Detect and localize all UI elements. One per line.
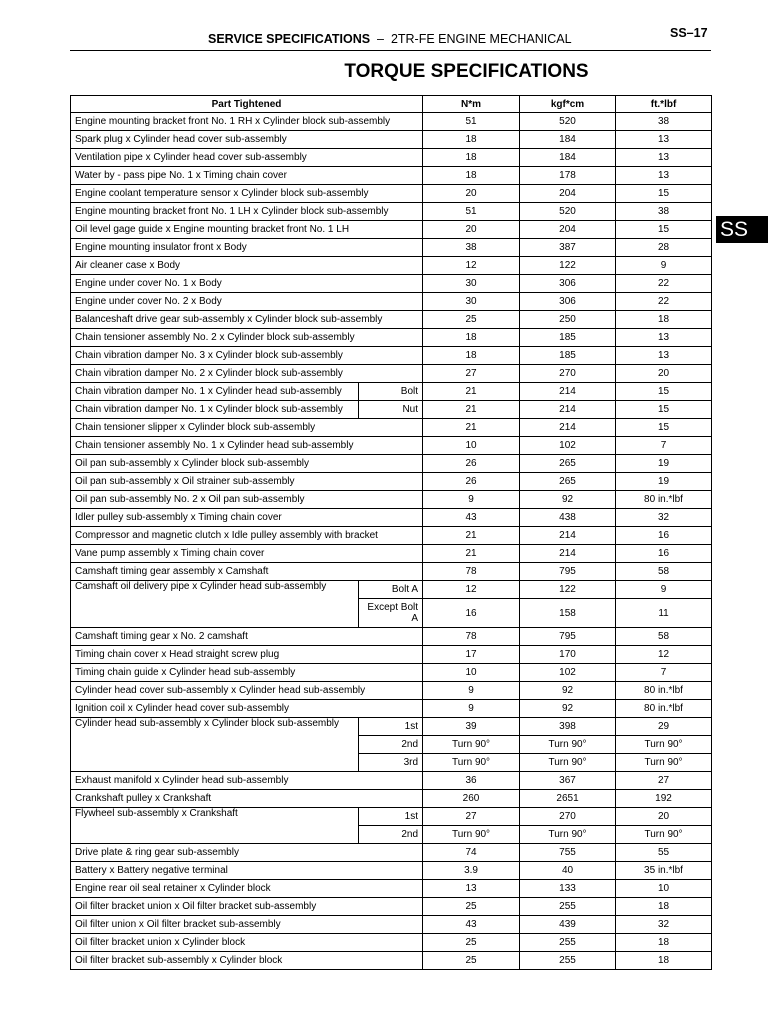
kgfcm-cell: 255 — [520, 952, 616, 970]
table-header-row — [71, 96, 712, 113]
part-cell: Ventilation pipe x Cylinder head cover sub-assembly — [71, 149, 423, 167]
nm-cell: 16 — [423, 599, 520, 628]
table-row — [71, 563, 712, 581]
nm-cell: 21 — [423, 545, 520, 563]
table-row — [71, 113, 712, 131]
nm-cell: 43 — [423, 509, 520, 527]
note-cell: 1st — [359, 718, 423, 736]
table-row — [71, 239, 712, 257]
part-cell: Engine mounting bracket front No. 1 LH x Cylinder block sub-assembly — [71, 203, 423, 221]
ftlbf-cell: 9 — [616, 581, 712, 599]
nm-cell: 21 — [423, 383, 520, 401]
nm-cell: 9 — [423, 700, 520, 718]
nm-cell: 51 — [423, 113, 520, 131]
kgfcm-cell: 265 — [520, 473, 616, 491]
part-cell: Water by - pass pipe No. 1 x Timing chain cover — [71, 167, 423, 185]
kgfcm-cell: 170 — [520, 646, 616, 664]
table-row — [71, 203, 712, 221]
ftlbf-cell: 12 — [616, 646, 712, 664]
kgfcm-cell: 204 — [520, 185, 616, 203]
table-row — [71, 682, 712, 700]
ftlbf-cell: 16 — [616, 545, 712, 563]
part-cell: Oil filter union x Oil filter bracket sub-assembly — [71, 916, 423, 934]
nm-cell: 36 — [423, 772, 520, 790]
kgfcm-cell: 122 — [520, 581, 616, 599]
nm-cell: 12 — [423, 257, 520, 275]
part-cell: Camshaft oil delivery pipe x Cylinder head sub-assembly — [71, 581, 359, 628]
table-row — [71, 862, 712, 880]
nm-cell: 30 — [423, 275, 520, 293]
part-cell: Chain vibration damper No. 1 x Cylinder block sub-assembly — [71, 401, 359, 419]
note-cell: Bolt — [359, 383, 423, 401]
part-cell: Engine mounting bracket front No. 1 RH x Cylinder block sub-assembly — [71, 113, 423, 131]
ftlbf-cell: Turn 90° — [616, 736, 712, 754]
ftlbf-cell: 80 in.*lbf — [616, 491, 712, 509]
ftlbf-cell: 38 — [616, 113, 712, 131]
part-cell: Oil pan sub-assembly x Oil strainer sub-assembly — [71, 473, 423, 491]
kgfcm-cell: 255 — [520, 898, 616, 916]
nm-cell: 18 — [423, 167, 520, 185]
nm-cell: 18 — [423, 131, 520, 149]
part-cell: Chain vibration damper No. 1 x Cylinder head sub-assembly — [71, 383, 359, 401]
ftlbf-cell: 192 — [616, 790, 712, 808]
table-row — [71, 718, 712, 736]
part-cell: Flywheel sub-assembly x Crankshaft — [71, 808, 359, 844]
ftlbf-cell: 10 — [616, 880, 712, 898]
nm-cell: 38 — [423, 239, 520, 257]
note-cell: Bolt A — [359, 581, 423, 599]
note-cell: 2nd — [359, 826, 423, 844]
part-cell: Oil level gage guide x Engine mounting bracket front No. 1 LH — [71, 221, 423, 239]
nm-cell: 26 — [423, 455, 520, 473]
ftlbf-cell: 16 — [616, 527, 712, 545]
kgfcm-cell: 306 — [520, 275, 616, 293]
part-cell: Oil filter bracket union x Cylinder block — [71, 934, 423, 952]
part-cell: Crankshaft pulley x Crankshaft — [71, 790, 423, 808]
part-cell: Camshaft timing gear assembly x Camshaft — [71, 563, 423, 581]
ftlbf-cell: 58 — [616, 563, 712, 581]
ftlbf-cell: 9 — [616, 257, 712, 275]
kgfcm-cell: 439 — [520, 916, 616, 934]
kgfcm-cell: 185 — [520, 329, 616, 347]
part-cell: Drive plate & ring gear sub-assembly — [71, 844, 423, 862]
kgfcm-cell: 178 — [520, 167, 616, 185]
kgfcm-cell: 214 — [520, 401, 616, 419]
kgfcm-cell: 102 — [520, 664, 616, 682]
table-row — [71, 790, 712, 808]
kgfcm-cell: 158 — [520, 599, 616, 628]
part-cell: Camshaft timing gear x No. 2 camshaft — [71, 628, 423, 646]
ftlbf-cell: 15 — [616, 221, 712, 239]
nm-cell: 260 — [423, 790, 520, 808]
part-cell: Compressor and magnetic clutch x Idle pulley assembly with bracket — [71, 527, 423, 545]
nm-cell: 9 — [423, 491, 520, 509]
ftlbf-cell: 19 — [616, 455, 712, 473]
table-row — [71, 491, 712, 509]
column-header-kgfcm: kgf*cm — [520, 96, 616, 113]
table-row — [71, 455, 712, 473]
kgfcm-cell: 204 — [520, 221, 616, 239]
ftlbf-cell: 15 — [616, 401, 712, 419]
page-title: TORQUE SPECIFICATIONS — [344, 61, 589, 82]
part-cell: Chain tensioner assembly No. 2 x Cylinder block sub-assembly — [71, 329, 423, 347]
torque-table — [70, 95, 712, 970]
part-cell: Chain tensioner slipper x Cylinder block sub-assembly — [71, 419, 423, 437]
ftlbf-cell: Turn 90° — [616, 754, 712, 772]
ftlbf-cell: 80 in.*lbf — [616, 682, 712, 700]
table-row — [71, 628, 712, 646]
ftlbf-cell: 18 — [616, 934, 712, 952]
table-row — [71, 772, 712, 790]
kgfcm-cell: Turn 90° — [520, 736, 616, 754]
column-header-part: Part Tightened — [71, 96, 423, 113]
nm-cell: 18 — [423, 347, 520, 365]
ftlbf-cell: 27 — [616, 772, 712, 790]
kgfcm-cell: 184 — [520, 131, 616, 149]
table-row — [71, 934, 712, 952]
table-row — [71, 275, 712, 293]
section-title: SERVICE SPECIFICATIONS — [208, 32, 371, 46]
nm-cell: 21 — [423, 527, 520, 545]
kgfcm-cell: 214 — [520, 545, 616, 563]
nm-cell: 12 — [423, 581, 520, 599]
nm-cell: 20 — [423, 185, 520, 203]
ftlbf-cell: 18 — [616, 311, 712, 329]
table-row — [71, 131, 712, 149]
kgfcm-cell: Turn 90° — [520, 754, 616, 772]
nm-cell: 43 — [423, 916, 520, 934]
ftlbf-cell: 13 — [616, 149, 712, 167]
ftlbf-cell: 20 — [616, 365, 712, 383]
table-row — [71, 149, 712, 167]
table-row — [71, 383, 712, 401]
nm-cell: 51 — [423, 203, 520, 221]
note-cell: 3rd — [359, 754, 423, 772]
part-cell: Oil pan sub-assembly No. 2 x Oil pan sub-assembly — [71, 491, 423, 509]
nm-cell: 21 — [423, 401, 520, 419]
ftlbf-cell: 38 — [616, 203, 712, 221]
part-cell: Engine rear oil seal retainer x Cylinder block — [71, 880, 423, 898]
kgfcm-cell: 520 — [520, 113, 616, 131]
kgfcm-cell: 795 — [520, 628, 616, 646]
ftlbf-cell: 18 — [616, 952, 712, 970]
nm-cell: 27 — [423, 808, 520, 826]
nm-cell: 25 — [423, 952, 520, 970]
kgfcm-cell: 270 — [520, 365, 616, 383]
table-row — [71, 527, 712, 545]
kgfcm-cell: 185 — [520, 347, 616, 365]
ftlbf-cell: 13 — [616, 167, 712, 185]
ftlbf-cell: 22 — [616, 293, 712, 311]
note-cell: Nut — [359, 401, 423, 419]
ftlbf-cell: 15 — [616, 383, 712, 401]
table-row — [71, 437, 712, 455]
ftlbf-cell: 13 — [616, 347, 712, 365]
part-cell: Engine under cover No. 2 x Body — [71, 293, 423, 311]
kgfcm-cell: 214 — [520, 527, 616, 545]
kgfcm-cell: 92 — [520, 682, 616, 700]
ftlbf-cell: 13 — [616, 329, 712, 347]
part-cell: Engine mounting insulator front x Body — [71, 239, 423, 257]
nm-cell: 9 — [423, 682, 520, 700]
column-header-nm: N*m — [423, 96, 520, 113]
part-cell: Timing chain guide x Cylinder head sub-assembly — [71, 664, 423, 682]
nm-cell: Turn 90° — [423, 826, 520, 844]
part-cell: Balanceshaft drive gear sub-assembly x Cylinder block sub-assembly — [71, 311, 423, 329]
table-row — [71, 311, 712, 329]
nm-cell: 25 — [423, 898, 520, 916]
nm-cell: 78 — [423, 563, 520, 581]
part-cell: Idler pulley sub-assembly x Timing chain cover — [71, 509, 423, 527]
table-row — [71, 700, 712, 718]
kgfcm-cell: 438 — [520, 509, 616, 527]
table-row — [71, 646, 712, 664]
table-row — [71, 221, 712, 239]
nm-cell: 3.9 — [423, 862, 520, 880]
table-row — [71, 401, 712, 419]
kgfcm-cell: 184 — [520, 149, 616, 167]
ftlbf-cell: 58 — [616, 628, 712, 646]
part-cell: Vane pump assembly x Timing chain cover — [71, 545, 423, 563]
part-cell: Timing chain cover x Head straight screw plug — [71, 646, 423, 664]
nm-cell: 17 — [423, 646, 520, 664]
kgfcm-cell: 214 — [520, 419, 616, 437]
table-row — [71, 509, 712, 527]
part-cell: Oil filter bracket union x Oil filter bracket sub-assembly — [71, 898, 423, 916]
part-cell: Exhaust manifold x Cylinder head sub-assembly — [71, 772, 423, 790]
running-header — [208, 32, 572, 46]
column-header-ftlbf: ft.*lbf — [616, 96, 712, 113]
ftlbf-cell: 19 — [616, 473, 712, 491]
table-row — [71, 167, 712, 185]
table-body — [71, 113, 712, 970]
part-cell: Cylinder head cover sub-assembly x Cylinder head sub-assembly — [71, 682, 423, 700]
kgfcm-cell: 102 — [520, 437, 616, 455]
kgfcm-cell: 367 — [520, 772, 616, 790]
part-cell: Chain vibration damper No. 3 x Cylinder block sub-assembly — [71, 347, 423, 365]
kgfcm-cell: 387 — [520, 239, 616, 257]
part-cell: Battery x Battery negative terminal — [71, 862, 423, 880]
part-cell: Ignition coil x Cylinder head cover sub-assembly — [71, 700, 423, 718]
ftlbf-cell: 7 — [616, 437, 712, 455]
part-cell: Chain vibration damper No. 2 x Cylinder block sub-assembly — [71, 365, 423, 383]
table-row — [71, 581, 712, 599]
ftlbf-cell: 15 — [616, 185, 712, 203]
kgfcm-cell: 265 — [520, 455, 616, 473]
section-subtitle: 2TR-FE ENGINE MECHANICAL — [390, 32, 572, 46]
table-row — [71, 844, 712, 862]
part-cell: Spark plug x Cylinder head cover sub-assembly — [71, 131, 423, 149]
table-row — [71, 916, 712, 934]
kgfcm-cell: 214 — [520, 383, 616, 401]
page-number: SS–17 — [670, 26, 708, 40]
kgfcm-cell: 795 — [520, 563, 616, 581]
nm-cell: 18 — [423, 149, 520, 167]
nm-cell: 21 — [423, 419, 520, 437]
header-rule — [70, 50, 711, 51]
kgfcm-cell: 122 — [520, 257, 616, 275]
kgfcm-cell: 92 — [520, 491, 616, 509]
table-row — [71, 952, 712, 970]
kgfcm-cell: 306 — [520, 293, 616, 311]
section-tab: SS — [716, 216, 768, 243]
part-cell: Cylinder head sub-assembly x Cylinder block sub-assembly — [71, 718, 359, 772]
ftlbf-cell: 55 — [616, 844, 712, 862]
kgfcm-cell: Turn 90° — [520, 826, 616, 844]
ftlbf-cell: 11 — [616, 599, 712, 628]
kgfcm-cell: 250 — [520, 311, 616, 329]
ftlbf-cell: 22 — [616, 275, 712, 293]
table-row — [71, 419, 712, 437]
table-row — [71, 185, 712, 203]
header-separator: – — [377, 32, 384, 46]
nm-cell: 10 — [423, 437, 520, 455]
ftlbf-cell: 80 in.*lbf — [616, 700, 712, 718]
ftlbf-cell: 18 — [616, 898, 712, 916]
ftlbf-cell: 20 — [616, 808, 712, 826]
table-row — [71, 898, 712, 916]
kgfcm-cell: 133 — [520, 880, 616, 898]
nm-cell: Turn 90° — [423, 736, 520, 754]
kgfcm-cell: 520 — [520, 203, 616, 221]
nm-cell: 10 — [423, 664, 520, 682]
kgfcm-cell: 755 — [520, 844, 616, 862]
ftlbf-cell: 28 — [616, 239, 712, 257]
part-cell: Air cleaner case x Body — [71, 257, 423, 275]
table-row — [71, 473, 712, 491]
part-cell: Engine coolant temperature sensor x Cylinder block sub-assembly — [71, 185, 423, 203]
ftlbf-cell: 13 — [616, 131, 712, 149]
ftlbf-cell: 35 in.*lbf — [616, 862, 712, 880]
table-row — [71, 545, 712, 563]
note-cell: 1st — [359, 808, 423, 826]
table-row — [71, 347, 712, 365]
nm-cell: 25 — [423, 934, 520, 952]
table-row — [71, 880, 712, 898]
kgfcm-cell: 92 — [520, 700, 616, 718]
ftlbf-cell: 7 — [616, 664, 712, 682]
nm-cell: 78 — [423, 628, 520, 646]
table-row — [71, 808, 712, 826]
nm-cell: 25 — [423, 311, 520, 329]
note-cell: Except Bolt A — [359, 599, 423, 628]
nm-cell: 13 — [423, 880, 520, 898]
kgfcm-cell: 2651 — [520, 790, 616, 808]
table-row — [71, 257, 712, 275]
nm-cell: 27 — [423, 365, 520, 383]
nm-cell: 30 — [423, 293, 520, 311]
nm-cell: 20 — [423, 221, 520, 239]
part-cell: Oil filter bracket sub-assembly x Cylinder block — [71, 952, 423, 970]
table-row — [71, 329, 712, 347]
nm-cell: 26 — [423, 473, 520, 491]
kgfcm-cell: 398 — [520, 718, 616, 736]
table-row — [71, 293, 712, 311]
part-cell: Oil pan sub-assembly x Cylinder block sub-assembly — [71, 455, 423, 473]
table-row — [71, 664, 712, 682]
nm-cell: 18 — [423, 329, 520, 347]
ftlbf-cell: 29 — [616, 718, 712, 736]
kgfcm-cell: 40 — [520, 862, 616, 880]
note-cell: 2nd — [359, 736, 423, 754]
nm-cell: Turn 90° — [423, 754, 520, 772]
ftlbf-cell: 32 — [616, 916, 712, 934]
table-row — [71, 365, 712, 383]
kgfcm-cell: 270 — [520, 808, 616, 826]
nm-cell: 39 — [423, 718, 520, 736]
ftlbf-cell: Turn 90° — [616, 826, 712, 844]
kgfcm-cell: 255 — [520, 934, 616, 952]
part-cell: Engine under cover No. 1 x Body — [71, 275, 423, 293]
nm-cell: 74 — [423, 844, 520, 862]
ftlbf-cell: 15 — [616, 419, 712, 437]
part-cell: Chain tensioner assembly No. 1 x Cylinder head sub-assembly — [71, 437, 423, 455]
ftlbf-cell: 32 — [616, 509, 712, 527]
